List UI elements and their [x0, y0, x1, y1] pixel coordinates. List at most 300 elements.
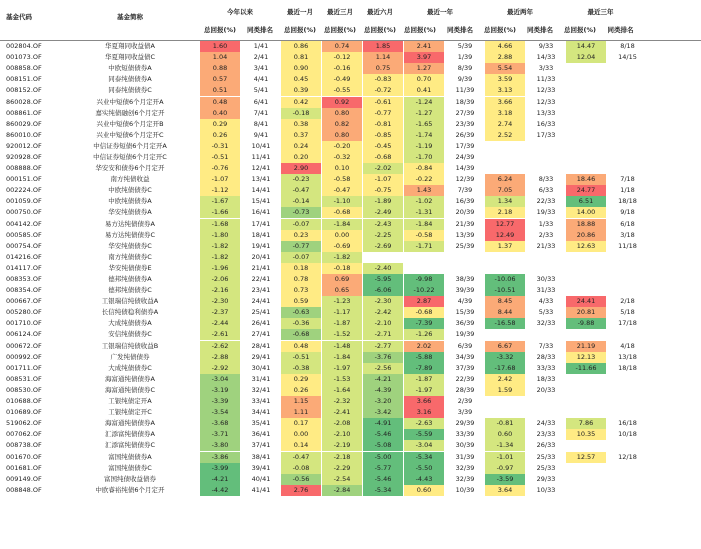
cell-ytd-rank: 24/41 [251, 297, 271, 306]
cell-1y-return: 2.02 [404, 341, 444, 352]
cell-fund-code: 004142.OF [6, 219, 42, 228]
cell-ytd-return: -1.07 [200, 174, 240, 185]
cell-3m-return: -2.84 [322, 485, 362, 496]
table-row [0, 363, 701, 374]
cell-1y-rank: 38/39 [455, 275, 475, 284]
cell-2y-return: 6.67 [485, 341, 525, 352]
cell-ytd-return: -3.68 [200, 418, 240, 429]
cell-3y-rank [606, 385, 647, 396]
cell-fund-code: 860029.OF [6, 119, 42, 128]
cell-1y-rank: 5/39 [457, 42, 473, 51]
cell-1y-rank: 16/39 [455, 197, 475, 206]
cell-1y-rank: 37/39 [455, 363, 475, 372]
cell-3m-return: -0.49 [322, 74, 362, 85]
cell-ytd-rank: 10/41 [251, 141, 271, 150]
cell-1y-return: 3.97 [404, 52, 444, 63]
cell-1m-return: 0.38 [281, 119, 321, 130]
header-period-6m: 最近六月 [367, 8, 393, 16]
cell-2y-rank: 2/33 [538, 230, 554, 239]
table-row [0, 163, 701, 174]
cell-ytd-rank: 5/41 [253, 86, 269, 95]
cell-6m-return: -5.46 [363, 429, 403, 440]
cell-2y-return [485, 152, 525, 163]
cell-3y-rank [606, 97, 647, 108]
cell-3y-return [566, 108, 606, 119]
header-period-2y: 最近两年 [507, 8, 533, 16]
cell-3m-return: -2.19 [322, 440, 362, 451]
cell-2y-return: 8.44 [485, 307, 525, 318]
cell-1y-return: -0.58 [404, 230, 444, 241]
cell-2y-return [485, 407, 525, 418]
cell-fund-name: 华夏翔同收益债C [104, 53, 156, 62]
cell-1y-rank: 11/39 [455, 86, 475, 95]
cell-fund-name: 易方达纯债债券C [104, 230, 156, 239]
cell-3y-return: -9.88 [566, 318, 606, 329]
cell-6m-return: -1.89 [363, 196, 403, 207]
header-spacer-name [60, 25, 200, 36]
cell-ytd-rank: 27/41 [251, 330, 271, 339]
cell-2y-return: 3.13 [485, 85, 525, 96]
cell-3y-return [566, 274, 606, 285]
cell-6m-return: -2.49 [363, 207, 403, 218]
cell-1y-rank: 32/39 [455, 474, 475, 483]
cell-3y-rank [605, 152, 646, 163]
cell-fund-code: 001681.OF [6, 463, 42, 472]
cell-3m-return: -1.97 [322, 363, 362, 374]
cell-2y-rank: 6/33 [538, 186, 554, 195]
cell-2y-rank: 14/33 [536, 53, 556, 62]
cell-3m-return: -0.69 [322, 241, 362, 252]
cell-fund-name: 德邦纯债债券A [108, 275, 152, 284]
cell-fund-name: 华安纯债债券A [108, 208, 152, 217]
cell-2y-return: 2.74 [485, 119, 525, 130]
cell-ytd-return: -2.30 [200, 296, 240, 307]
cell-3y-rank [606, 74, 647, 85]
cell-2y-rank [525, 407, 565, 418]
cell-fund-name: 海富通纯债债券A [105, 374, 155, 383]
cell-3y-return: 12.57 [566, 452, 606, 463]
cell-1y-return: -1.74 [404, 130, 444, 141]
cell-fund-name: 工银纯债定开A [108, 397, 152, 406]
cell-2y-rank: 25/33 [536, 463, 556, 472]
cell-2y-rank: 3/33 [538, 64, 554, 73]
cell-ytd-rank: 3/41 [253, 64, 269, 73]
cell-1y-rank: 32/39 [455, 463, 475, 472]
cell-2y-return: -17.68 [485, 363, 525, 374]
cell-fund-name: 同泰纯债债券C [108, 86, 152, 95]
cell-2y-rank: 21/33 [536, 241, 556, 250]
cell-6m-return: -2.43 [363, 219, 403, 230]
table-row [0, 219, 701, 230]
cell-ytd-rank: 2/41 [253, 53, 269, 62]
cell-2y-return [485, 329, 525, 340]
cell-3m-return: -0.18 [322, 263, 362, 274]
cell-3y-return: 20.81 [566, 307, 606, 318]
cell-ytd-rank: 9/41 [253, 130, 269, 139]
cell-fund-name: 易方达纯债债券A [105, 219, 155, 228]
cell-1y-rank: 25/39 [455, 241, 475, 250]
cell-ytd-return: -3.71 [200, 429, 240, 440]
cell-fund-name: 兴业中短债6个月定开C [96, 130, 164, 139]
cell-3y-return [565, 396, 605, 407]
header-period-3m: 最近三月 [327, 8, 353, 16]
cell-ytd-rank: 39/41 [251, 463, 271, 472]
cell-1m-return: 0.81 [281, 52, 321, 63]
cell-ytd-rank: 41/41 [251, 485, 271, 494]
cell-1y-rank: 36/39 [455, 319, 475, 328]
cell-1y-return: -4.43 [404, 474, 444, 485]
cell-fund-name: 海富通纯债债券A [105, 419, 155, 428]
cell-3y-rank [605, 329, 646, 340]
cell-1m-return: -0.77 [281, 241, 321, 252]
cell-fund-code: 000992.OF [6, 352, 42, 361]
cell-6m-return: -2.25 [363, 230, 403, 241]
header-3y-return: 总回报(%) [564, 25, 596, 34]
cell-fund-name: 大成纯债债券C [108, 363, 152, 372]
cell-3y-rank: 6/18 [620, 219, 635, 228]
cell-1y-return: 2.87 [404, 296, 444, 307]
cell-2y-return [484, 263, 524, 274]
cell-ytd-return: -2.16 [200, 285, 240, 296]
cell-6m-return [363, 252, 403, 263]
cell-2y-return: 1.34 [485, 196, 525, 207]
cell-fund-name: 长信纯债稳利债券A [101, 308, 159, 317]
cell-2y-rank [525, 329, 565, 340]
cell-1m-return: 0.48 [281, 341, 321, 352]
cell-2y-return: 3.66 [485, 97, 525, 108]
cell-2y-return: -10.51 [485, 285, 525, 296]
cell-3y-rank: 14/15 [618, 53, 637, 62]
cell-ytd-return: -3.86 [200, 452, 240, 463]
table-row [0, 196, 701, 207]
cell-fund-code: 007062.OF [6, 430, 42, 439]
cell-1y-return: -2.63 [404, 418, 444, 429]
cell-3y-rank [605, 407, 646, 418]
cell-fund-name: 华安安和债券6个月定开 [95, 164, 165, 173]
cell-1m-return: -0.51 [281, 352, 321, 363]
cell-1m-return: 2.76 [281, 485, 321, 496]
cell-1m-return: 0.14 [281, 440, 321, 451]
table-row [0, 85, 701, 96]
cell-3y-return: 24.41 [566, 296, 606, 307]
cell-1m-return: 0.42 [281, 97, 321, 108]
cell-ytd-return: 0.48 [200, 97, 240, 108]
cell-3y-rank: 12/18 [618, 452, 637, 461]
cell-ytd-return: -1.82 [200, 252, 240, 263]
cell-1y-rank: 3/39 [457, 408, 473, 417]
cell-ytd-rank: 14/41 [251, 186, 271, 195]
cell-3m-return: -2.41 [322, 407, 362, 418]
cell-fund-code: 008858.OF [6, 64, 42, 73]
cell-ytd-rank: 34/41 [251, 408, 271, 417]
cell-2y-rank [523, 252, 563, 263]
cell-ytd-rank: 22/41 [251, 275, 271, 284]
cell-6m-return: -5.34 [363, 485, 403, 496]
cell-3y-rank: 2/18 [620, 297, 635, 306]
cell-2y-rank: 23/33 [536, 430, 556, 439]
header-period-1m: 最近一月 [287, 8, 313, 16]
cell-1y-rank: 9/39 [457, 75, 473, 84]
cell-6m-return: -2.71 [363, 329, 403, 340]
cell-ytd-return: 0.88 [200, 63, 240, 74]
table-row [0, 374, 701, 385]
table-row [0, 296, 701, 307]
cell-2y-return [485, 141, 525, 152]
cell-6m-return: -1.07 [363, 174, 403, 185]
table-header-subcolumns [0, 23, 701, 37]
cell-ytd-return: -2.61 [200, 329, 240, 340]
cell-fund-code: 006124.OF [6, 330, 42, 339]
cell-3y-return [565, 407, 605, 418]
table-row [0, 41, 701, 52]
cell-3y-rank [606, 285, 647, 296]
cell-3y-rank [605, 163, 646, 174]
cell-1m-return: -0.47 [281, 185, 321, 196]
cell-3m-return: -0.32 [322, 152, 362, 163]
cell-2y-rank: 13/33 [536, 108, 556, 117]
cell-fund-name: 富国纯债债券C [108, 463, 152, 472]
cell-1m-return: 0.78 [281, 274, 321, 285]
cell-3y-return [566, 485, 606, 496]
cell-1m-return: -0.68 [281, 329, 321, 340]
cell-2y-return: -10.06 [485, 274, 525, 285]
table-row [0, 474, 701, 485]
table-row [0, 485, 701, 496]
cell-1y-rank: 21/39 [455, 219, 475, 228]
cell-3y-rank: 10/18 [618, 430, 637, 439]
cell-3y-return: 18.46 [566, 174, 606, 185]
cell-fund-code: 014117.OF [6, 263, 42, 272]
cell-3m-return: -1.82 [322, 252, 362, 263]
header-period-1y: 最近一年 [427, 8, 453, 16]
cell-1m-return: -0.47 [281, 452, 321, 463]
table-row [0, 318, 701, 329]
cell-1y-return: -5.50 [404, 463, 444, 474]
cell-fund-code: 920012.OF [6, 141, 42, 150]
header-1y-rank: 同类排名 [447, 25, 473, 34]
cell-1y-return [403, 252, 443, 263]
cell-1y-return: 2.41 [404, 41, 444, 52]
cell-ytd-return: -2.62 [200, 341, 240, 352]
cell-fund-name: 同泰纯债债券A [108, 75, 152, 84]
cell-ytd-rank: 31/41 [251, 374, 271, 383]
cell-1y-return: -3.04 [404, 440, 444, 451]
cell-3y-return: 20.86 [566, 230, 606, 241]
cell-6m-return: -2.40 [363, 263, 403, 274]
cell-1m-return: -0.38 [281, 363, 321, 374]
cell-fund-code: 008151.OF [6, 75, 42, 84]
cell-1y-rank: 28/39 [455, 385, 475, 394]
cell-3m-return: -0.20 [322, 141, 362, 152]
cell-fund-name: 富国纯债收益债券 [104, 474, 156, 483]
cell-3y-rank [605, 141, 646, 152]
cell-3y-rank: 7/18 [620, 175, 635, 184]
cell-3y-rank: 5/18 [620, 308, 635, 317]
table-row [0, 63, 701, 74]
cell-fund-name: 南方纯债收益 [110, 175, 150, 184]
cell-3y-rank [606, 474, 647, 485]
cell-3y-return [566, 130, 606, 141]
cell-1m-return: 0.39 [281, 85, 321, 96]
cell-2y-return: -0.81 [485, 418, 525, 429]
cell-2y-return: -3.32 [485, 352, 525, 363]
table-row [0, 463, 701, 474]
cell-ytd-rank: 28/41 [251, 341, 271, 350]
cell-3y-rank [606, 108, 647, 119]
cell-6m-return: -3.76 [363, 352, 403, 363]
cell-6m-return: -2.56 [363, 363, 403, 374]
cell-1y-return: -5.88 [404, 352, 444, 363]
cell-1m-return: -0.63 [281, 307, 321, 318]
cell-2y-return: 12.77 [485, 219, 525, 230]
cell-fund-name: 华安纯债债券C [108, 241, 152, 250]
cell-ytd-return: -4.21 [200, 474, 240, 485]
cell-3y-return [566, 385, 606, 396]
cell-3y-rank: 13/18 [618, 352, 637, 361]
header-1y-return: 总回报(%) [404, 25, 436, 34]
cell-3y-return [566, 285, 606, 296]
cell-6m-return: -2.02 [363, 163, 403, 174]
header-ytd-rank: 同类排名 [247, 25, 273, 34]
cell-6m-return: -5.08 [363, 440, 403, 451]
cell-2y-return [485, 396, 525, 407]
cell-2y-rank [524, 263, 564, 274]
cell-fund-code: 008861.OF [6, 108, 42, 117]
cell-1y-return: -1.87 [404, 374, 444, 385]
cell-3m-return: -2.08 [322, 418, 362, 429]
cell-1m-return: -0.56 [281, 474, 321, 485]
cell-1y-rank: 26/39 [455, 130, 475, 139]
cell-1m-return: 0.37 [281, 130, 321, 141]
cell-1m-return: -0.07 [281, 252, 321, 263]
cell-2y-rank: 29/33 [536, 474, 556, 483]
cell-2y-rank: 32/33 [536, 319, 556, 328]
cell-1m-return: 0.59 [281, 296, 321, 307]
cell-3m-return: -0.55 [322, 85, 362, 96]
table-row [0, 119, 701, 130]
cell-3y-rank: 1/18 [620, 186, 635, 195]
cell-fund-name: 嘉实纯债融创6个月定开 [95, 108, 165, 117]
cell-ytd-return: -0.76 [200, 163, 240, 174]
cell-1y-return [404, 263, 444, 274]
cell-ytd-rank: 13/41 [251, 175, 271, 184]
cell-3m-return: 0.74 [322, 41, 362, 52]
cell-1y-return: -1.31 [404, 207, 444, 218]
cell-3y-rank: 4/18 [620, 341, 635, 350]
cell-3m-return: -1.10 [322, 196, 362, 207]
header-ytd-return: 总回报(%) [204, 25, 236, 34]
cell-2y-rank: 28/33 [536, 352, 556, 361]
cell-ytd-return: 0.29 [200, 119, 240, 130]
cell-2y-rank [525, 141, 565, 152]
table-row [0, 241, 701, 252]
cell-1y-rank: 19/39 [455, 330, 475, 339]
cell-ytd-rank: 6/41 [253, 97, 269, 106]
cell-fund-code: 005280.OF [6, 308, 42, 317]
cell-fund-name: 中欧纯债债券A [108, 197, 152, 206]
cell-1y-rank: 29/39 [455, 419, 475, 428]
cell-fund-code: 000750.OF [6, 208, 42, 217]
cell-ytd-rank: 7/41 [253, 108, 269, 117]
cell-fund-code: 008354.OF [6, 286, 42, 295]
cell-fund-code: 008531.OF [6, 374, 42, 383]
header-fund-name: 基金简称 [117, 13, 143, 21]
cell-ytd-return: -1.66 [200, 207, 240, 218]
cell-1m-return: 0.20 [281, 152, 321, 163]
cell-fund-name: 海富通纯债债券C [104, 385, 156, 394]
cell-2y-rank: 7/33 [538, 341, 554, 350]
cell-ytd-return: 1.04 [200, 52, 240, 63]
cell-3y-rank [605, 396, 646, 407]
table-row [0, 285, 701, 296]
cell-ytd-return: -0.31 [200, 141, 240, 152]
cell-2y-rank: 4/33 [538, 297, 554, 306]
header-period-3y: 最近三年 [587, 8, 614, 16]
cell-3m-return: 0.10 [322, 163, 362, 174]
cell-fund-code: 001711.OF [6, 363, 42, 372]
cell-ytd-return: -1.68 [200, 219, 240, 230]
cell-2y-rank: 26/33 [536, 441, 556, 450]
header-spacer-code [0, 25, 60, 36]
cell-1y-rank: 2/39 [457, 397, 473, 406]
cell-3m-return: 0.92 [322, 97, 362, 108]
cell-fund-name: 中欧短债债券A [108, 64, 152, 73]
cell-3y-rank [604, 263, 645, 274]
cell-3y-return [566, 440, 606, 451]
cell-6m-return: -5.46 [363, 474, 403, 485]
cell-ytd-return: -4.42 [200, 485, 240, 496]
cell-1m-return: 1.15 [281, 396, 321, 407]
cell-ytd-rank: 35/41 [251, 419, 271, 428]
cell-1y-rank: 15/39 [455, 308, 475, 317]
cell-6m-return: -0.75 [363, 185, 403, 196]
cell-2y-rank: 8/33 [538, 175, 554, 184]
cell-3y-return: 24.77 [566, 185, 606, 196]
cell-6m-return: -3.20 [363, 396, 403, 407]
cell-1y-return: 3.16 [404, 407, 444, 418]
cell-6m-return: -0.45 [363, 141, 403, 152]
cell-3y-rank [606, 463, 647, 474]
cell-3y-rank [606, 130, 647, 141]
cell-ytd-rank: 40/41 [251, 474, 271, 483]
cell-1y-return: 0.41 [404, 85, 444, 96]
cell-fund-name: 南方纯债债券C [108, 252, 152, 261]
cell-fund-code: 519062.OF [6, 419, 42, 428]
cell-1y-return: 1.27 [404, 63, 444, 74]
cell-3y-return [563, 252, 603, 263]
cell-6m-return: -0.68 [363, 152, 403, 163]
cell-3y-return [565, 163, 605, 174]
cell-ytd-return: -1.12 [200, 185, 240, 196]
cell-1y-rank: 17/39 [455, 141, 475, 150]
cell-2y-rank: 24/33 [536, 419, 556, 428]
cell-6m-return: -6.06 [363, 285, 403, 296]
table-row [0, 252, 701, 263]
cell-ytd-rank: 30/41 [251, 363, 271, 372]
cell-3y-rank: 11/18 [618, 241, 637, 250]
cell-2y-return: 2.88 [485, 52, 525, 63]
cell-1y-return: -5.34 [404, 452, 444, 463]
cell-3y-return: 14.47 [566, 41, 606, 52]
cell-3m-return: 0.69 [322, 274, 362, 285]
cell-1m-return: 0.73 [281, 285, 321, 296]
cell-3m-return: -0.58 [322, 174, 362, 185]
cell-fund-code: 000754.OF [6, 241, 42, 250]
cell-2y-return: 4.66 [485, 41, 525, 52]
cell-1y-rank: 14/39 [455, 164, 475, 173]
table-row [0, 418, 701, 429]
cell-1m-return: 0.17 [281, 418, 321, 429]
